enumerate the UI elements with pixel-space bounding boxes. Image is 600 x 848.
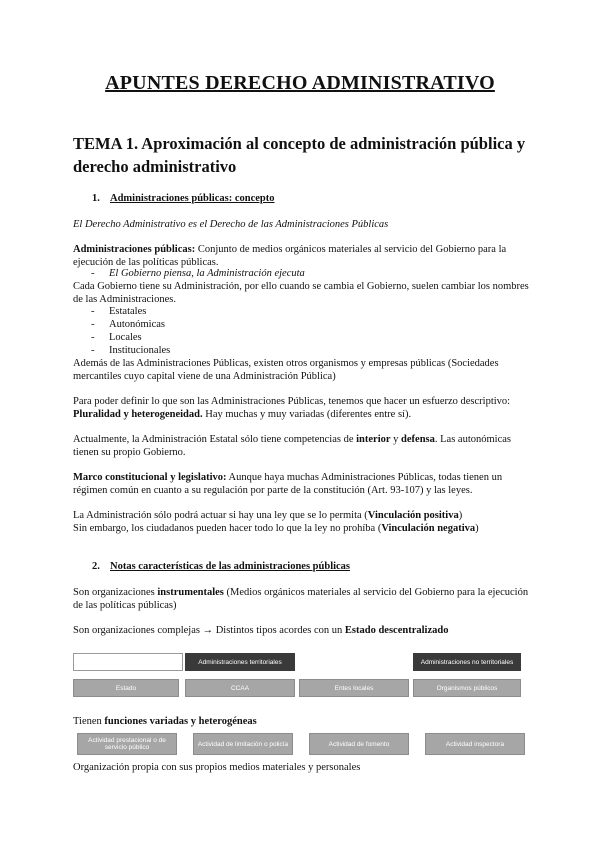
compl-bold: Estado descentralizado: [344, 625, 449, 636]
vinculacion-positiva-line: [73, 510, 533, 523]
definition-text: Conjunto de medios orgánicos materiales al servicio del Gobierno para la ejecución de las políticas públicas.: [73, 244, 507, 268]
list-item-tipo: - Locales: [91, 332, 142, 343]
diagram-organismos-publicos-box: Organismos públicos: [413, 679, 521, 697]
section-1-heading: [92, 193, 275, 204]
actualmente-paragraph: [73, 434, 533, 459]
section-1-number: 1.: [92, 193, 100, 204]
marco-label: Marco constitucional y legislativo:: [73, 472, 227, 483]
list-item-tipo: - Autonómicas: [91, 319, 165, 330]
definition-label: Administraciones públicas:: [73, 244, 196, 255]
funcion-inspectora-box: Actividad inspectora: [425, 733, 525, 755]
vinc1-text-post: ): [458, 510, 463, 521]
tema-heading: TEMA 1. Aproximación al concepto de administración pública y derecho administrativo: [73, 134, 526, 176]
definition-paragraph: [73, 244, 533, 269]
vinc1-bold: Vinculación positiva: [367, 510, 459, 521]
instrumentales-paragraph: [73, 587, 533, 612]
intro-italic: El Derecho Administrativo es el Derecho de las Administraciones Públicas: [73, 219, 389, 230]
funciones-heading: [73, 716, 533, 729]
tipo-locales: Locales: [109, 332, 142, 343]
tipo-autonomicas: Autonómicas: [109, 319, 165, 330]
vinc2-bold: Vinculación negativa: [381, 523, 476, 534]
diagram-empty-box-left: [73, 653, 183, 671]
actual-text-pre: Actualmente, la Administración Estatal sólo tiene competencias de: [73, 434, 357, 445]
funcion-limitacion-box: Actividad de limitación o policía: [193, 733, 293, 755]
section-2-title: Notas características de las administraciones públicas: [110, 561, 351, 572]
document-title: APUNTES DERECHO ADMINISTRATIVO: [105, 72, 495, 94]
vinc1-text-pre: La Administración sólo podrá actuar si hay una ley que se lo permita (: [73, 510, 368, 521]
definir-text-post: Hay muchas y muy variadas (diferentes entre sí).: [202, 408, 412, 420]
diagram-no-territoriales-box: Administraciones no territoriales: [413, 653, 521, 671]
compl-text-pre: Son organizaciones complejas: [73, 625, 203, 636]
actual-bold-interior: interior: [356, 434, 391, 445]
section-2-number: 2.: [92, 561, 100, 572]
diagram-territoriales-box: Administraciones territoriales: [185, 653, 295, 671]
organizacion-paragraph: Organización propia con sus propios medios materiales y personales: [73, 762, 361, 773]
instr-bold: instrumentales: [157, 587, 224, 598]
instr-text-post: (Medios orgánicos materiales al servicio del Gobierno para la ejecución de las políticas públicas): [73, 587, 529, 611]
cambio-paragraph: Cada Gobierno tiene su Administración, por ello cuando se cambia el Gobierno, suelen cambiar los nombres de las Administraciones.: [73, 281, 529, 305]
list-item-gobierno: - El Gobierno piensa, la Administración ejecuta: [91, 268, 305, 279]
definir-text-pre: Para poder definir lo que son las Administraciones Públicas, tenemos que hacer un esfuerzo descriptivo:: [73, 396, 511, 407]
complejas-paragraph: [73, 625, 533, 638]
marco-paragraph: [73, 472, 533, 497]
list-item-tipo: - Estatales: [91, 306, 147, 317]
ademas-paragraph: Además de las Administraciones Públicas, existen otros organismos y empresas públicas (Sociedades mercantiles cuyo capital viene de una Administración Pública): [73, 358, 499, 382]
marco-text: Aunque haya muchas Administraciones Públicas, todas tienen un régimen común en cuanto a su regulación por parte de la constitución (Art. 93-107) y las leyes.: [73, 472, 503, 496]
actual-text-mid: y: [390, 434, 402, 445]
vinculacion-negativa-line: [73, 523, 533, 536]
vinc2-text-pre: Sin embargo, los ciudadanos pueden hacer todo lo que la ley no prohíba (: [73, 523, 382, 534]
compl-text-mid: Distintos tipos acordes con un: [213, 625, 345, 636]
diagram-entes-locales-box: Entes locales: [299, 679, 409, 697]
diagram-ccaa-box: CCAA: [185, 679, 295, 697]
tipo-estatales: Estatales: [109, 306, 147, 317]
tipo-institucionales: Institucionales: [109, 345, 171, 356]
section-1-title: Administraciones públicas: concepto: [110, 193, 275, 204]
arrow-right-icon: →: [202, 625, 214, 636]
func-text-pre: Tienen: [73, 716, 105, 727]
funcion-prestacional-box: Actividad prestacional o de servicio público: [77, 733, 177, 755]
actual-text-post: . Las autonómicas tienen su propio Gobierno.: [73, 434, 511, 458]
actual-bold-defensa: defensa: [401, 434, 435, 445]
instr-text-pre: Son organizaciones: [73, 587, 158, 598]
list-item-tipo: - Institucionales: [91, 345, 171, 356]
list-item-gobierno-text: El Gobierno piensa, la Administración ejecuta: [109, 268, 305, 279]
diagram-estado-box: Estado: [73, 679, 179, 697]
vinc2-text-post: ): [475, 523, 479, 534]
section-2-heading: [92, 561, 350, 572]
funcion-fomento-box: Actividad de fomento: [309, 733, 409, 755]
func-bold: funciones variadas y heterogéneas: [104, 716, 257, 727]
definir-paragraph: [73, 396, 533, 421]
definir-bold: Pluralidad y heterogeneidad.: [73, 408, 203, 420]
